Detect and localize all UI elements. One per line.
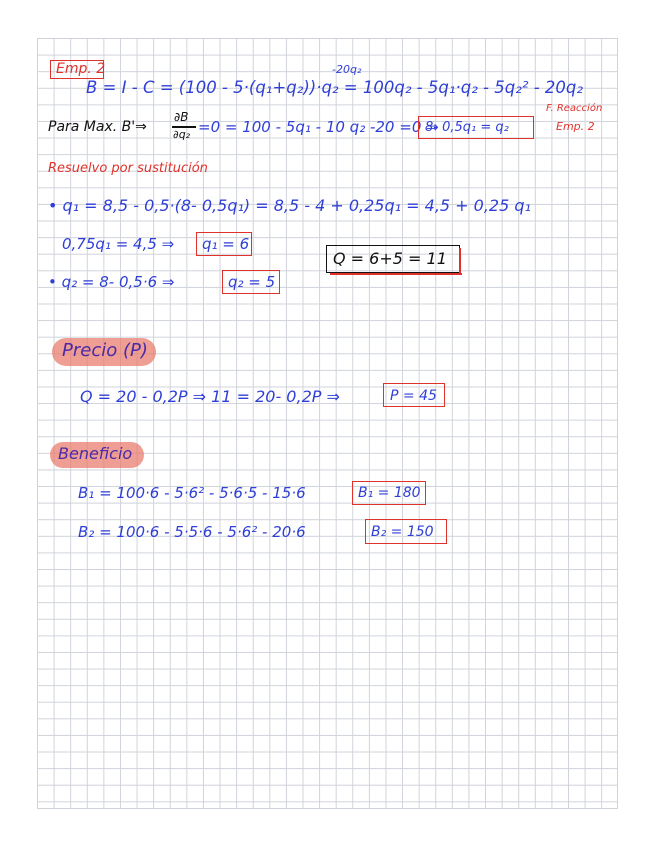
reaction-function: 8- 0,5q₁ = q₂ <box>425 120 509 135</box>
reaction-label-1: F. Reacción <box>546 103 603 114</box>
max-equation: =0 = 100 - 5q₁ - 10 q₂ -20 =0 ⇒ <box>198 118 439 136</box>
total-q-underline <box>330 273 462 275</box>
derivative-denominator: ∂q₂ <box>173 128 191 141</box>
q1-solve: 0,75q₁ = 4,5 ⇒ <box>62 235 175 253</box>
price-equation: Q = 20 - 0,2P ⇒ 11 = 20- 0,2P ⇒ <box>80 387 340 406</box>
price-heading: Precio (P) <box>62 340 148 361</box>
total-q-sideline <box>459 248 461 274</box>
b2-result: B₂ = 150 <box>371 524 434 540</box>
grid-paper <box>37 38 618 809</box>
q2-result: q₂ = 5 <box>228 273 276 291</box>
q1-substitution: • q₁ = 8,5 - 0,5·(8- 0,5q₁) = 8,5 - 4 + 0,25q₁ = 4,5 + 0,25 q₁ <box>48 196 531 215</box>
b2-equation: B₂ = 100·6 - 5·5·6 - 5·6² - 20·6 <box>78 523 306 541</box>
q2-substitution: • q₂ = 8- 0,5·6 ⇒ <box>48 273 175 291</box>
max-prefix: Para Max. B'⇒ <box>48 119 147 135</box>
b1-result: B₁ = 180 <box>358 485 421 501</box>
header-label: Emp. 2 <box>56 61 106 77</box>
solve-heading: Resuelvo por sustitución <box>48 161 208 176</box>
profit-equation: B = I - C = (100 - 5·(q₁+q₂))·q₂ = 100q₂ - 5q₁·q₂ - 5q₂² - 20q₂ <box>86 78 583 97</box>
q1-result: q₁ = 6 <box>202 235 250 253</box>
price-result: P = 45 <box>390 388 437 404</box>
total-q: Q = 6+5 = 11 <box>333 249 447 268</box>
reaction-label-2: Emp. 2 <box>556 120 595 133</box>
derivative-numerator: ∂B <box>174 110 189 124</box>
annotation-substitution: -20q₂ <box>332 63 362 76</box>
benefit-heading: Beneficio <box>58 444 133 463</box>
b1-equation: B₁ = 100·6 - 5·6² - 5·6·5 - 15·6 <box>78 484 306 502</box>
